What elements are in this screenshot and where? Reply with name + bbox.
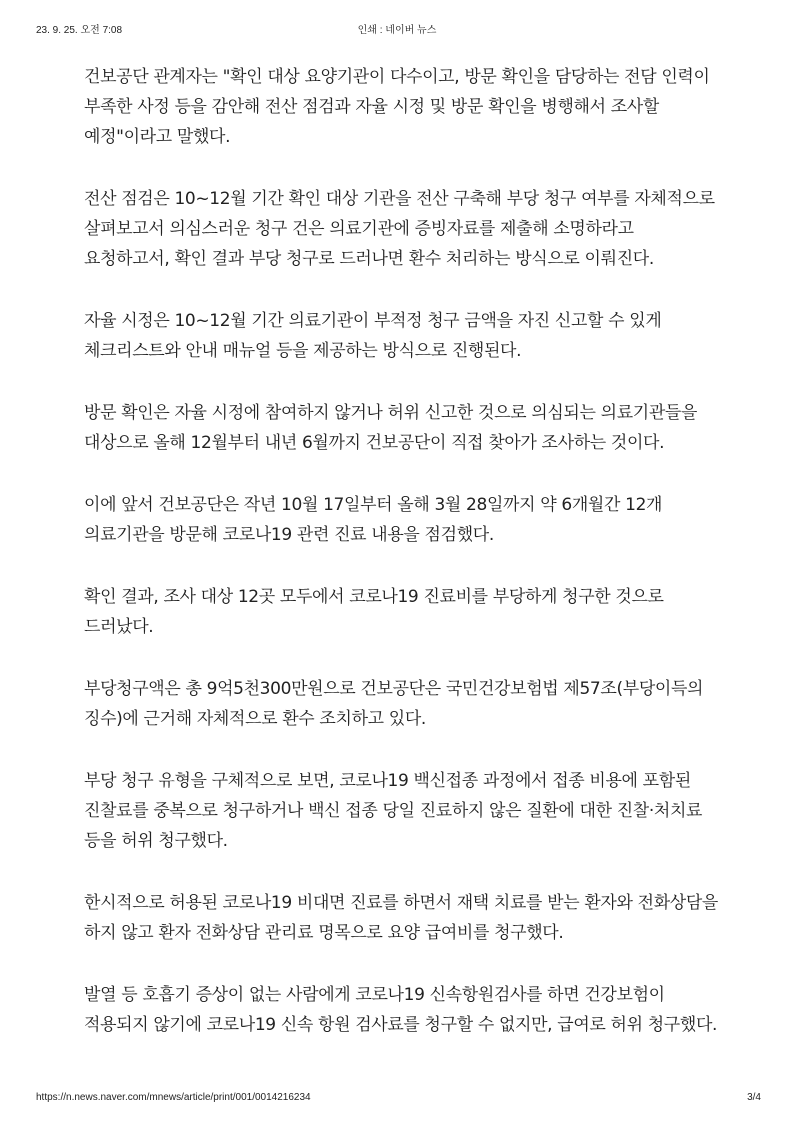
print-page-title: 인쇄 : 네이버 뉴스 [357, 25, 437, 36]
article-paragraph-2: 전산 점검은 10~12월 기간 확인 대상 기관을 전산 구축해 부당 청구 여부를 자체적으로 살펴보고서 의심스러운 청구 건은 의료기관에 증빙자료를 제출해 소명하라고 요청하고서, 확인 결과 부당 청구로 드러나면 환수 처리하는 방식으로 이뤄진다. [84, 189, 715, 269]
article-paragraph-4: 방문 확인은 자율 시정에 참여하지 않거나 허위 신고한 것으로 의심되는 의료기관들을 대상으로 올해 12월부터 내년 6월까지 건보공단이 직접 찾아가 조사하는 것이다. [84, 403, 698, 453]
print-datetime: 23. 9. 25. 오전 7:08 [36, 25, 123, 36]
article-paragraph-3: 자율 시정은 10~12월 기간 의료기관이 부적정 청구 금액을 자진 신고할 수 있게 체크리스트와 안내 매뉴얼 등을 제공하는 방식으로 진행된다. [84, 311, 662, 361]
article-body [84, 62, 724, 1072]
article-paragraph-5: 이에 앞서 건보공단은 작년 10월 17일부터 올해 3월 28일까지 약 6개월간 12개 의료기관을 방문해 코로나19 관련 진료 내용을 점검했다. [84, 495, 663, 545]
print-url: https://n.news.naver.com/mnews/article/print/001/0014216234 [36, 1092, 311, 1103]
print-page-number: 3/4 [747, 1092, 761, 1103]
article-paragraph-6: 확인 결과, 조사 대상 12곳 모두에서 코로나19 진료비를 부당하게 청구한 것으로 드러났다. [84, 587, 664, 637]
print-footer [0, 1092, 794, 1106]
article-paragraph-1: 건보공단 관계자는 "확인 대상 요양기관이 다수이고, 방문 확인을 담당하는 전담 인력이 부족한 사정 등을 감안해 전산 점검과 자율 시정 및 방문 확인을 병행해서 조사할 예정"이라고 말했다. [84, 67, 710, 147]
article-paragraph-8: 부당 청구 유형을 구체적으로 보면, 코로나19 백신접종 과정에서 접종 비용에 포함된 진찰료를 중복으로 청구하거나 백신 접종 당일 진료하지 않은 질환에 대한 진찰·처치료 등을 허위 청구했다. [84, 771, 703, 851]
article-paragraph-9: 한시적으로 허용된 코로나19 비대면 진료를 하면서 재택 치료를 받는 환자와 전화상담을 하지 않고 환자 전화상담 관리료 명목으로 요양 급여비를 청구했다. [84, 893, 718, 943]
print-header [0, 21, 794, 35]
article-paragraph-10: 발열 등 호흡기 증상이 없는 사람에게 코로나19 신속항원검사를 하면 건강보험이 적용되지 않기에 코로나19 신속 항원 검사료를 청구할 수 없지만, 급여로 허위 청구했다. [84, 985, 718, 1035]
article-paragraph-7: 부당청구액은 총 9억5천300만원으로 건보공단은 국민건강보험법 제57조(부당이득의 징수)에 근거해 자체적으로 환수 조치하고 있다. [84, 679, 704, 729]
